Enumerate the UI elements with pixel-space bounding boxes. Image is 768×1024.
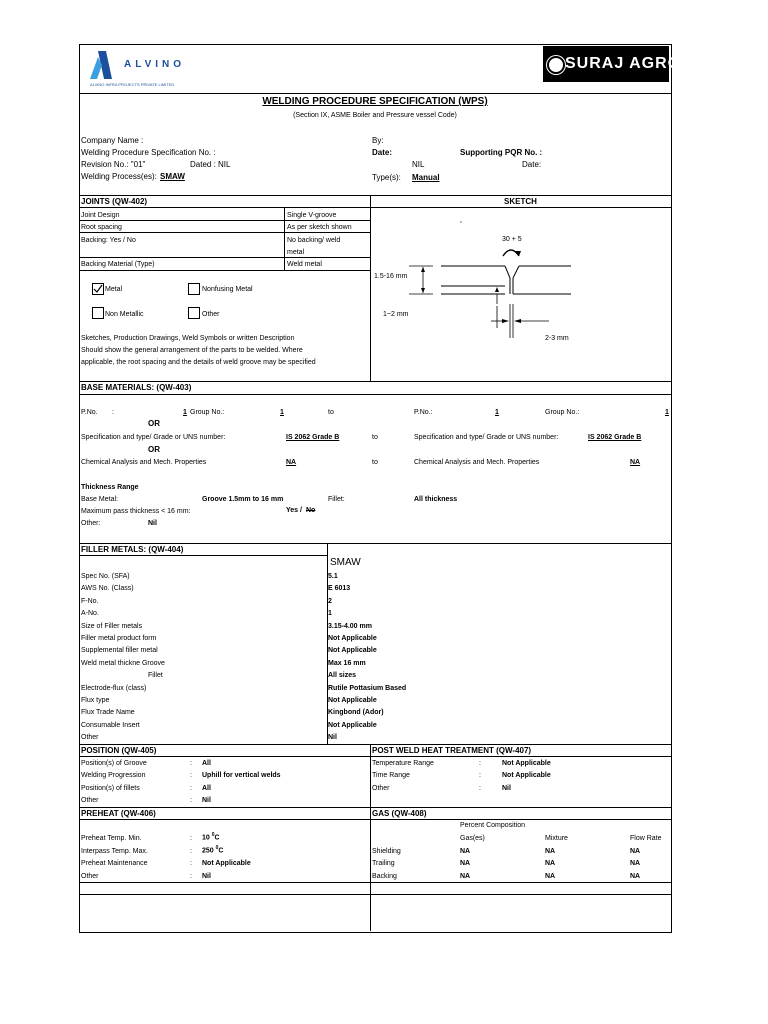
by-label: By:	[372, 136, 384, 145]
rule-preheat-head	[79, 819, 671, 820]
filler-value: Kingbond (Ador)	[328, 709, 384, 717]
joint-row-label: Root spacing	[81, 224, 122, 231]
base-metal-value: Groove 1.5mm to 16 mm	[202, 496, 284, 503]
pwht-label: Other	[372, 785, 390, 792]
filler-value: E 6013	[328, 585, 351, 593]
colon: :	[479, 772, 481, 779]
process-label: Welding Process(es):	[81, 172, 157, 181]
chem2-label: Chemical Analysis and Mech. Properties	[414, 459, 540, 466]
filler-process: SMAW	[330, 557, 361, 568]
base-other-label: Other:	[81, 520, 101, 527]
spec-label: Specification and type/ Grade or UNS number:	[81, 434, 226, 441]
position-value: Nil	[202, 797, 211, 804]
preheat-label: Interpass Temp. Max.	[81, 848, 148, 855]
filler-value: All sizes	[328, 672, 357, 680]
joints-heading: JOINTS (QW-402)	[81, 197, 148, 206]
colon: :	[190, 772, 192, 779]
rule-preheat-top	[79, 807, 671, 808]
types-label: Type(s):	[372, 173, 401, 182]
page-subtitle: (Section IX, ASME Boiler and Pressure vessel Code)	[293, 112, 457, 119]
rule-joint-row1	[79, 220, 370, 221]
filler-label: Flux Trade Name	[81, 709, 135, 717]
position-value: All	[202, 785, 211, 792]
filler-value: Not Applicable	[328, 634, 377, 642]
pwht-value: Nil	[502, 785, 511, 792]
chem-label: Chemical Analysis and Mech. Properties	[81, 459, 207, 466]
thickness-title: Thickness Range	[81, 484, 139, 491]
position-label: Other	[81, 797, 99, 804]
base-other-value: Nil	[148, 520, 157, 527]
colon: :	[190, 797, 192, 804]
filler-value: Max 16 mm	[328, 659, 366, 667]
chem2-value: NA	[630, 459, 641, 466]
gas-col-header: Flow Rate	[630, 835, 662, 842]
filler-label: A-No.	[81, 610, 99, 618]
joint-row-value: Weld metal	[287, 261, 322, 268]
gas-cell: NA	[630, 860, 641, 867]
filler-label: Fillet	[148, 672, 163, 680]
dated-label: Dated : NIL	[190, 160, 231, 169]
rule-filler-head	[79, 555, 328, 556]
to-label: to	[328, 409, 334, 416]
non-metallic-checkbox[interactable]	[92, 307, 104, 319]
filler-label: Supplemental filler metal	[81, 647, 158, 655]
colon: :	[479, 760, 481, 767]
alvino-tagline: ALVINO INFRA PROJECTS PRIVATE LIMITED	[90, 82, 175, 87]
gas-cell: NA	[545, 873, 556, 880]
fillet-label: Fillet:	[328, 496, 345, 503]
gas-row-label: Trailing	[372, 860, 395, 867]
filler-value: 1	[328, 610, 332, 618]
filler-value: 5.1	[328, 573, 338, 580]
filler-value: Not Applicable	[328, 696, 377, 704]
preheat-value: Not Applicable	[202, 860, 251, 867]
preheat-heading: PREHEAT (QW-406)	[81, 809, 156, 818]
max-pass-label: Maximum pass thickness < 16 mm:	[81, 508, 191, 515]
max-pass-no: No	[306, 507, 316, 514]
suraj-name: SURAJ AGRO	[565, 55, 682, 72]
filler-value: Not Applicable	[328, 721, 377, 729]
joint-row-value: Single V-groove	[287, 212, 337, 219]
date2-label: Date:	[522, 160, 542, 169]
metal-checkbox[interactable]	[92, 283, 104, 295]
group-label: Group No.:	[190, 409, 225, 416]
rule-bottom-2	[79, 894, 671, 895]
alvino-mark-icon	[88, 49, 114, 81]
base-heading: BASE MATERIALS: (QW-403)	[81, 383, 192, 392]
filler-label: F-No.	[81, 597, 99, 605]
position-label: Position(s) of Groove	[81, 760, 147, 767]
or-label: OR	[148, 445, 160, 454]
gas-row-label: Backing	[372, 873, 397, 880]
gas-cell: NA	[630, 848, 641, 855]
wps-number-label: Welding Procedure Specification No. :	[81, 148, 216, 157]
chem-value: NA	[286, 459, 297, 466]
colon: :	[479, 785, 481, 792]
sketch-note-line: Sketches, Production Drawings, Weld Symbols or written Description	[81, 335, 295, 342]
nonfusing-label: Nonfusing Metal	[202, 286, 253, 293]
filler-label: AWS No. (Class)	[81, 585, 134, 593]
sketch-gap: 2-3 mm	[545, 335, 569, 342]
preheat-label: Preheat Maintenance	[81, 860, 148, 867]
pno-colon: :	[112, 409, 114, 416]
rule-header-bottom	[79, 93, 671, 94]
joint-row-label: Joint Design	[81, 212, 120, 219]
joint-row-label: Backing: Yes / No	[81, 237, 136, 244]
pno2-label: P.No.:	[414, 409, 433, 416]
alvino-logo	[88, 49, 198, 89]
pwht-label: Temperature Range	[372, 760, 434, 767]
group2-value: 1	[665, 409, 669, 416]
filler-value: Not Applicable	[328, 647, 377, 655]
pno2-value: 1	[495, 409, 499, 416]
gas-cell: NA	[460, 873, 471, 880]
colon: :	[190, 760, 192, 767]
date-label: Date:	[372, 148, 393, 157]
filler-label: Weld metal thickne Groove	[81, 659, 165, 667]
gas-col-header: Gas(es)	[460, 835, 485, 842]
colon: :	[190, 848, 192, 855]
filler-label: Flux type	[81, 696, 110, 704]
filler-value: 2	[328, 597, 332, 605]
pqr-label: Supporting PQR No. :	[460, 148, 543, 157]
colon: :	[190, 860, 192, 867]
sketch-root-face: 1~2 mm	[383, 311, 409, 318]
joint-row-label: Backing Material (Type)	[81, 261, 155, 268]
rule-joints-val-divider	[284, 207, 285, 270]
metal-label: Metal	[105, 286, 123, 293]
rule-filler-top	[79, 543, 671, 544]
gas-percent-label: Percent Composition	[460, 822, 525, 829]
rule-joint-row4	[79, 270, 370, 271]
rule-joint-row2	[79, 232, 370, 233]
colon: :	[190, 785, 192, 792]
filler-list	[81, 572, 407, 745]
process-value: SMAW	[160, 172, 185, 181]
spec2-value: IS 2062 Grade B	[588, 434, 642, 441]
filler-label: Other	[81, 734, 99, 742]
interpass-value: 250 $^0$C	[202, 845, 224, 855]
non-metallic-label: Non Metallic	[105, 311, 144, 318]
suraj-logo	[543, 46, 682, 82]
pwht-heading: POST WELD HEAT TREATMENT (QW-407)	[372, 746, 532, 755]
gas-col-header: Mixture	[545, 835, 568, 842]
filler-label: Electrode-flux (class)	[81, 684, 147, 692]
max-pass-yes: Yes /	[286, 507, 302, 514]
filler-label: Filler metal product form	[81, 634, 157, 642]
rule-bottom-1	[79, 882, 671, 883]
rule-position-divider	[370, 744, 371, 931]
weld-groove-sketch	[371, 208, 671, 380]
group2-label: Group No.:	[545, 409, 580, 416]
position-label: Position(s) of fillets	[81, 785, 140, 792]
filler-label: Spec No. (SFA)	[81, 573, 130, 580]
suraj-globe-icon	[547, 56, 565, 74]
base-metal-label: Base Metal:	[81, 496, 118, 503]
nonfusing-checkbox[interactable]	[188, 283, 200, 295]
gas-cell: NA	[545, 860, 556, 867]
gas-cell: NA	[630, 873, 641, 880]
joint-row-value: No backing/ weld	[287, 237, 341, 244]
checkmark-icon	[93, 284, 103, 294]
group-value: 1	[280, 409, 284, 416]
sketch-angle: 30 + 5	[502, 236, 522, 243]
spec2-label: Specification and type/ Grade or UNS number:	[414, 434, 559, 441]
to-label: to	[372, 434, 378, 441]
pno-label: P.No.	[81, 409, 98, 416]
filler-label: Size of Filler metals	[81, 622, 143, 630]
pwht-label: Time Range	[372, 772, 410, 779]
joint-row-value-cont: metal	[287, 249, 305, 256]
gas-row-label: Shielding	[372, 848, 401, 855]
sketch-thickness: 1.5-16 mm	[374, 273, 408, 280]
pwht-value: Not Applicable	[502, 772, 551, 779]
page-title: WELDING PROCEDURE SPECIFICATION (WPS)	[262, 96, 488, 107]
position-value: All	[202, 760, 211, 767]
position-heading: POSITION (QW-405)	[81, 746, 157, 755]
gas-cell: NA	[460, 860, 471, 867]
gas-cell: NA	[460, 848, 471, 855]
gas-cell: NA	[545, 848, 556, 855]
rule-base-head	[79, 394, 671, 395]
rule-position-head	[79, 756, 671, 757]
gas-heading: GAS (QW-408)	[372, 809, 427, 818]
company-name-label: Company Name :	[81, 136, 144, 145]
preheat-label: Other	[81, 873, 99, 880]
pno-value: 1	[183, 409, 187, 416]
sketch-note-line: applicable, the root spacing and the details of weld groove may be specified	[81, 359, 316, 366]
preheat-value: 10 $^0$C	[202, 832, 220, 842]
pwht-value: Not Applicable	[502, 760, 551, 767]
spec-value: IS 2062 Grade B	[286, 434, 340, 441]
preheat-label: Preheat Temp. Min.	[81, 835, 142, 842]
position-label: Welding Progression	[81, 772, 146, 779]
rule-joints-top	[79, 195, 671, 196]
nil-value: NIL	[412, 160, 425, 169]
other-checkbox[interactable]	[188, 307, 200, 319]
rule-base-top	[79, 381, 671, 382]
colon: :	[190, 835, 192, 842]
to-label: to	[372, 459, 378, 466]
other-label: Other	[202, 311, 220, 318]
or-label: OR	[148, 419, 160, 428]
preheat-value: Nil	[202, 873, 211, 880]
joint-row-value: As per sketch shown	[287, 224, 352, 231]
alvino-name: ALVINO	[124, 59, 186, 70]
sketch-heading: SKETCH	[504, 197, 537, 206]
colon: :	[190, 873, 192, 880]
filler-value: Nil	[328, 734, 337, 742]
position-value: Uphill for vertical welds	[202, 772, 281, 779]
filler-value: 3.15-4.00 mm	[328, 622, 372, 630]
filler-value: Rutile Pottasium Based	[328, 684, 407, 692]
types-value: Manual	[412, 173, 440, 182]
revision-label: Revision No.: "01"	[81, 160, 146, 169]
sketch-note-line: Should show the general arrangement of the parts to be welded. Where	[81, 347, 303, 354]
filler-label: Consumable Insert	[81, 721, 140, 729]
filler-heading: FILLER METALS: (QW-404)	[81, 545, 184, 554]
fillet-value: All thickness	[414, 496, 458, 503]
rule-joint-row3	[79, 257, 370, 258]
